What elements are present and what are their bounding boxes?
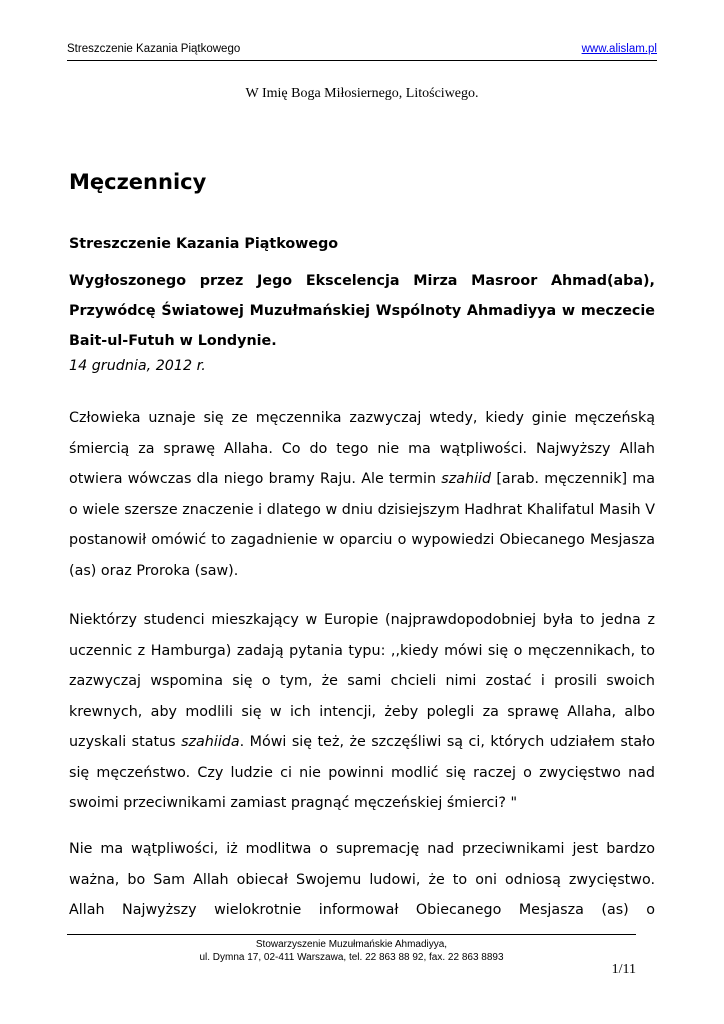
- paragraph-2-term: szahiida: [181, 734, 240, 750]
- paragraph-1-text-a: Człowieka uznaje się ze męczennika zazwyczaj wtedy, kiedy ginie męczeńską śmiercią za sprawę Allaha. Co do tego nie ma wątpliwości. Najwyższy Allah otwiera wówczas dla niego bramy Raju. Ale termin: [69, 410, 655, 487]
- page-number: 1/11: [611, 962, 636, 977]
- delivered-by: Wygłoszonego przez Jego Ekscelencja Mirza Masroor Ahmad(aba), Przywódcę Światowej Muzułmańskiej Wspólnoty Ahmadiyya w meczecie Bait-ul-Futuh w Londynie.: [69, 273, 655, 349]
- header-title: Streszczenie Kazania Piątkowego: [67, 43, 241, 55]
- paragraph-2-text-b: . Mówi się też, że szczęśliwi są ci, których udziałem stało się męczeństwo. Czy ludzie ci nie powinni modlić się raczej o zwycięstwo nad swoimi przeciwnikami zamiast pragnąć męczeńskiej śmierci? ": [69, 734, 655, 811]
- paragraph-1-text-b: [arab. męczennik] ma o wiele szersze znaczenie i dlatego w dniu dzisiejszym Hadhrat Khalifatul Masih V postanowił omówić to zagadnienie w oparciu o wypowiedzi Obiecanego Mesjasza (as) oraz Proroka (saw).: [69, 471, 655, 579]
- footer-divider: [67, 934, 636, 935]
- footer-line-2: ul. Dymna 17, 02-411 Warszawa, tel. 22 863 88 92, fax. 22 863 8893: [199, 952, 504, 963]
- bismillah-line: W Imię Boga Miłosiernego, Litościwego.: [245, 86, 479, 101]
- paragraph-2: [69, 605, 655, 819]
- paragraph-1-term: szahiid: [441, 471, 492, 487]
- page-header: [67, 41, 657, 59]
- paragraph-2-text-a: Niektórzy studenci mieszkający w Europie (najprawdopodobniej była to jedna z uczennic z Hamburga) zadają pytania typu: ,,kiedy mówi się o męczennikach, to zazwyczaj wspomina się o tym, że sami chcieli nimi zostać i prosili swoich krewnych, aby modlili się w ich intencji, żeby polegli za sprawę Allaha, albo uzyskali status: [69, 612, 655, 750]
- footer-line-1: Stowarzyszenie Muzułmańskie Ahmadiyya,: [255, 939, 448, 950]
- header-website-link[interactable]: www.alislam.pl: [581, 43, 657, 55]
- paragraph-3: Nie ma wątpliwości, iż modlitwa o supremację nad przeciwnikami jest bardzo ważna, bo Sam Allah obiecał Swojemu ludowi, że to oni odniosą zwycięstwo. Allah Najwyższy wielokrotnie informował Obiecanego Mesjasza (as) o: [69, 841, 655, 918]
- document-subtitle: Streszczenie Kazania Piątkowego: [69, 236, 339, 252]
- page-footer: [67, 938, 636, 964]
- paragraph-1: [69, 403, 655, 586]
- sermon-date: 14 grudnia, 2012 r.: [69, 358, 206, 374]
- header-divider: [67, 60, 657, 61]
- document-title: Męczennicy: [69, 170, 207, 194]
